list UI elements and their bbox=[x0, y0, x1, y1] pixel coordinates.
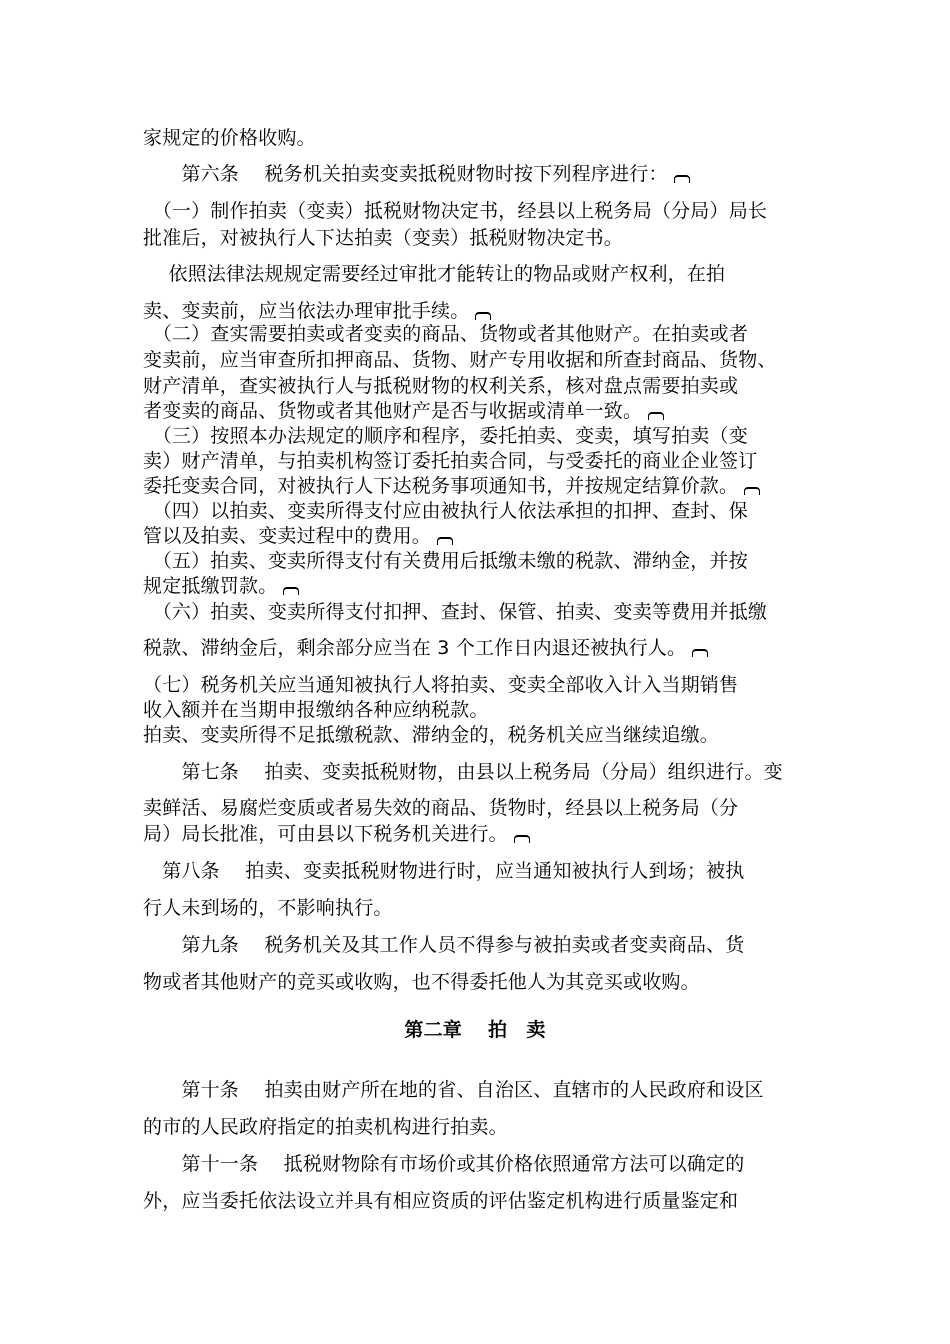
article-6-title: 第六条 税务机关拍卖变卖抵税财物时按下列程序进行： bbox=[143, 160, 690, 188]
text-line: 税款、滞纳金后，剩余部分应当在 3 个工作日内退还被执行人。 bbox=[143, 634, 708, 662]
article-8-title: 第八条 拍卖、变卖抵税财物进行时，应当通知被执行人到场；被执 bbox=[143, 860, 745, 882]
text-line: （七）税务机关应当通知被执行人将拍卖、变卖全部收入计入当期销售 bbox=[143, 674, 739, 696]
text-line: （二）查实需要拍卖或者变卖的商品、货物或者其他财产。在拍卖或者 bbox=[143, 323, 748, 345]
text-line: （三）按照本办法规定的顺序和程序，委托拍卖、变卖，填写拍卖（变 bbox=[143, 425, 748, 447]
paragraph-mark-icon bbox=[475, 312, 491, 320]
text-line: 外，应当委托依法设立并具有相应资质的评估鉴定机构进行质量鉴定和 bbox=[143, 1190, 739, 1212]
text-line: 管以及拍卖、变卖过程中的费用。 bbox=[143, 522, 453, 550]
text-line: 局）局长批准，可由县以下税务机关进行。 bbox=[143, 820, 530, 848]
text-line: 批准后，对被执行人下达拍卖（变卖）抵税财物决定书。 bbox=[143, 227, 624, 249]
text-line: 的市的人民政府指定的拍卖机构进行拍卖。 bbox=[143, 1116, 508, 1138]
paragraph-mark-icon bbox=[437, 537, 453, 545]
paragraph-mark-icon bbox=[692, 649, 708, 657]
text-line: 财产清单，查实被执行人与抵税财物的权利关系，核对盘点需要拍卖或 bbox=[143, 375, 739, 397]
text-line: 规定抵缴罚款。 bbox=[143, 572, 299, 600]
text-line: 家规定的价格收购。 bbox=[143, 127, 316, 149]
text-line: 卖、变卖前，应当依法办理审批手续。 bbox=[143, 297, 491, 325]
text-line: 物或者其他财产的竞买或收购，也不得委托他人为其竞买或收购。 bbox=[143, 971, 700, 993]
chapter-2-heading: 第二章 拍 卖 bbox=[404, 1019, 546, 1041]
text-line: 收入额并在当期申报缴纳各种应纳税款。 bbox=[143, 699, 489, 721]
text-line: （一）制作拍卖（变卖）抵税财物决定书，经县以上税务局（分局）局长 bbox=[143, 200, 768, 222]
article-9-title: 第九条 税务机关及其工作人员不得参与被拍卖或者变卖商品、货 bbox=[143, 934, 745, 956]
text-line: 拍卖、变卖所得不足抵缴税款、滞纳金的，税务机关应当继续追缴。 bbox=[143, 724, 720, 746]
paragraph-mark-icon bbox=[283, 587, 299, 595]
paragraph-mark-icon bbox=[744, 487, 760, 495]
text-line: 者变卖的商品、货物或者其他财产是否与收据或清单一致。 bbox=[143, 397, 664, 425]
paragraph-mark-icon bbox=[674, 175, 690, 183]
paragraph-mark-icon bbox=[648, 412, 664, 420]
text-line: 变卖前，应当审查所扣押商品、货物、财产专用收据和所查封商品、货物、 bbox=[143, 349, 777, 371]
text-line: 委托变卖合同，对被执行人下达税务事项通知书，并按规定结算价款。 bbox=[143, 472, 760, 500]
paragraph-mark-icon bbox=[514, 835, 530, 843]
article-7-title: 第七条 拍卖、变卖抵税财物，由县以上税务局（分局）组织进行。变 bbox=[143, 761, 783, 783]
text-line: 行人未到场的，不影响执行。 bbox=[143, 897, 393, 919]
text-line: （五）拍卖、变卖所得支付有关费用后抵缴未缴的税款、滞纳金，并按 bbox=[143, 550, 748, 572]
text-line: （四）以拍卖、变卖所得支付应由被执行人依法承担的扣押、查封、保 bbox=[143, 500, 748, 522]
text-line: 依照法律法规规定需要经过审批才能转让的物品或财产权利，在拍 bbox=[143, 263, 726, 285]
text-line: 卖鲜活、易腐烂变质或者易失效的商品、货物时，经县以上税务局（分 bbox=[143, 797, 739, 819]
text-line: （六）拍卖、变卖所得支付扣押、查封、保管、拍卖、变卖等费用并抵缴 bbox=[143, 601, 768, 623]
text-line: 卖）财产清单，与拍卖机构签订委托拍卖合同，与受委托的商业企业签订 bbox=[143, 450, 758, 472]
article-11-title: 第十一条 抵税财物除有市场价或其价格依照通常方法可以确定的 bbox=[143, 1153, 745, 1175]
article-10-title: 第十条 拍卖由财产所在地的省、自治区、直辖市的人民政府和设区 bbox=[143, 1079, 764, 1101]
